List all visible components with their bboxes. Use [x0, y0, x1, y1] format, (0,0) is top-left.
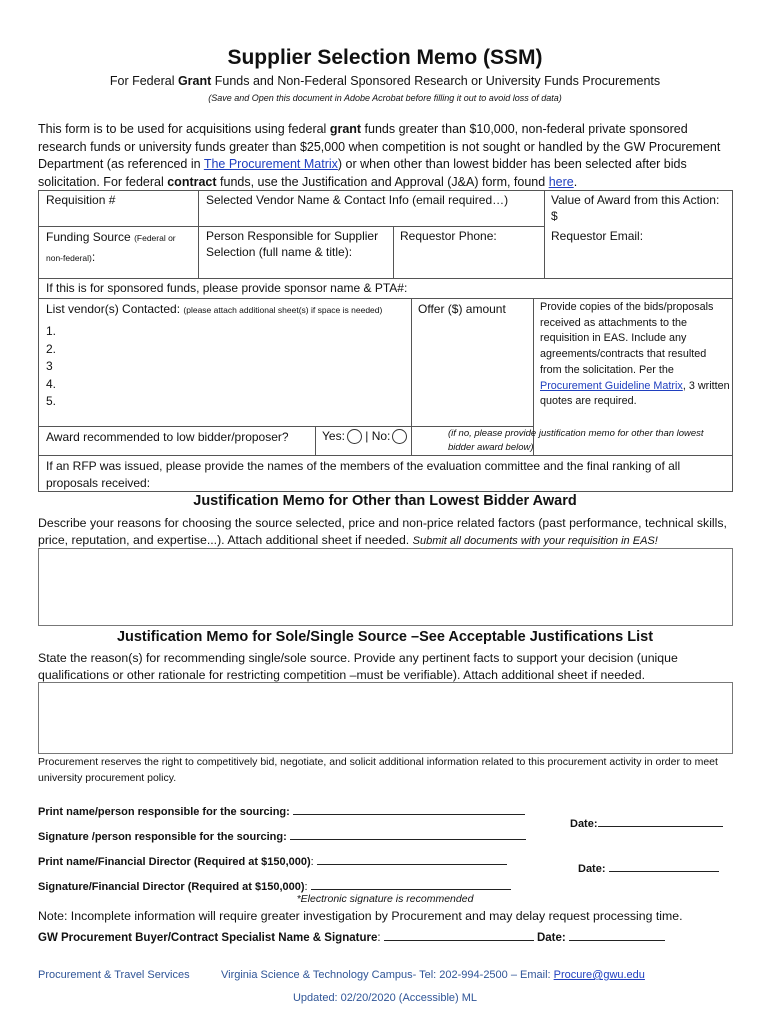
page-title: Supplier Selection Memo (SSM) [227, 46, 543, 69]
date-line-1: Date: [570, 814, 723, 830]
supplier-info-table [38, 190, 733, 492]
justification-low-input[interactable] [38, 548, 733, 626]
no-radio[interactable] [392, 429, 407, 444]
date-line-2: Date: [578, 859, 719, 875]
offer-amount-label: Offer ($) amount [418, 302, 506, 316]
procure-email-link[interactable]: Procure@gwu.edu [553, 969, 645, 981]
no-label: | No: [365, 429, 391, 443]
date-field-1[interactable] [598, 814, 723, 827]
print-name-field[interactable] [293, 802, 525, 815]
person-responsible-label: Person Responsible for Supplier Selection (full name & title): [206, 229, 379, 259]
justification-low-heading: Justification Memo for Other than Lowest Bidder Award [193, 493, 577, 509]
award-value-label: Value of Award from this Action: $ [551, 193, 720, 223]
copies-instructions: Provide copies of the bids/proposals received as attachments to the requisition in EAS. Include any agreements/contracts that resulted from the solicitation. Per the Procurement Guideline Matrix, 3 written quotes are required. [540, 301, 730, 408]
procurement-reserve-note: Procurement reserves the right to competitively bid, negotiate, and solicit additional information related to this procurement activity in order to meet university procurement policy. [38, 756, 718, 784]
award-low-bidder-label: Award recommended to low bidder/proposer? [46, 430, 289, 444]
justification-sole-input[interactable] [38, 682, 733, 754]
save-note: (Save and Open this document in Adobe Acrobat before filling it out to avoid loss of data) [208, 93, 562, 103]
vendor-number-5: 5. [46, 394, 57, 408]
signature-line: Signature /person responsible for the sourcing: [38, 827, 526, 843]
yes-radio[interactable] [347, 429, 362, 444]
incomplete-note: Note: Incomplete information will require greater investigation by Procurement and may delay request processing time. [38, 909, 683, 923]
fd-signature-line: Signature/Financial Director (Required at $150,000): [38, 877, 511, 893]
electronic-signature-note: *Electronic signature is recommended [296, 893, 474, 905]
requestor-phone-label: Requestor Phone: [400, 229, 497, 243]
justification-sole-heading: Justification Memo for Sole/Single Source –See Acceptable Justifications List [116, 629, 654, 645]
sponsored-funds-label: If this is for sponsored funds, please provide sponsor name & PTA#: [46, 281, 408, 295]
if-no-note: (if no, please provide justification memo for other than lowest bidder award below) [448, 428, 704, 453]
footer-dept: Procurement & Travel Services [38, 969, 190, 981]
intro-paragraph: This form is to be used for acquisitions using federal grant funds greater than $10,000, non-federal private sponsored research funds or university funds greater than $25,000 when competition is not sought or handled by the GW Procurement Department (as referenced in The Procurement Matrix) or when other than lowest bidder has been selected after bids solicitation. For federal contract funds, use the Justification and Approval (J&A) form, found here. [38, 122, 721, 189]
fd-print-line: Print name/Financial Director (Required at $150,000): [38, 852, 507, 868]
vendors-contacted-label: List vendor(s) Contacted: (please attach additional sheet(s) if space is needed) [46, 302, 383, 316]
vendor-number-4: 4. [46, 376, 57, 391]
vendor-number-list [46, 323, 56, 411]
requisition-label: Requisition # [46, 193, 116, 207]
date-field-2[interactable] [609, 859, 719, 872]
footer-contact: Virginia Science & Technology Campus- Tel: 202-994-2500 – Email: Procure@gwu.edu [221, 969, 645, 981]
signature-field[interactable] [290, 827, 526, 840]
buyer-line: GW Procurement Buyer/Contract Specialist Name & Signature: Date: [38, 928, 665, 944]
fd-signature-field[interactable] [311, 877, 511, 890]
requestor-email-label: Requestor Email: [551, 229, 644, 243]
yes-label: Yes: [322, 429, 345, 443]
funding-source-label: Funding Source (Federal or non-federal): [46, 230, 176, 264]
print-name-line: Print name/person responsible for the sourcing: [38, 802, 525, 818]
vendor-label: Selected Vendor Name & Contact Info (email required…) [206, 193, 509, 207]
buyer-date-field[interactable] [569, 928, 665, 941]
justification-sole-text: State the reason(s) for recommending single/sole source. Provide any pertinent facts to support your decision (unique qualifications or other rationale for restricting competition –must be verifiable). Attach additional sheet if needed. [38, 651, 678, 682]
procurement-guideline-matrix-link[interactable]: Procurement Guideline Matrix [540, 379, 683, 392]
page-subtitle: For Federal Grant Funds and Non-Federal Sponsored Research or University Funds Procurements [109, 74, 661, 88]
fd-print-field[interactable] [317, 852, 507, 865]
ja-form-link[interactable]: here [548, 174, 574, 189]
yes-no-options [322, 428, 407, 444]
vendor-number-1: 1. [46, 324, 57, 338]
footer-updated: Updated: 02/20/2020 (Accessible) ML [292, 992, 478, 1004]
buyer-field[interactable] [384, 928, 534, 941]
procurement-matrix-link[interactable]: The Procurement Matrix [203, 157, 338, 171]
vendor-number-3: 3 [46, 359, 53, 373]
rfp-label: If an RFP was issued, please provide the names of the members of the evaluation committee and the final ranking of all proposals received: [46, 459, 681, 490]
vendor-number-2: 2. [46, 341, 57, 356]
justification-low-text: Describe your reasons for choosing the source selected, price and non-price related factors (past performance, technical skills, price, reputation, and expertise...). Attach additional sheet if needed. Submit all documents with your requisition in EAS! [38, 516, 727, 547]
